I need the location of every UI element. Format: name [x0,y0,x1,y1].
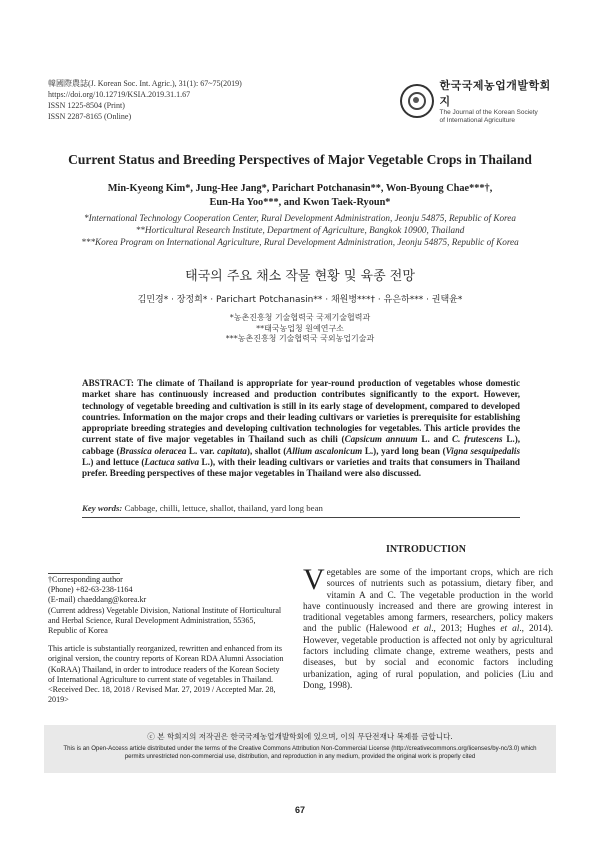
affiliations-en [0,212,600,248]
species-name: Vigna sesquipedalis [445,445,520,456]
species-name: Brassica oleracea [119,445,187,456]
abstract-divider [82,517,520,518]
abstract-text: L.), yard long bean ( [362,445,446,456]
affiliations-ko [0,313,600,345]
society-name-en-1: The Journal of the Korean Society [439,109,538,116]
abstract-text: L. var. [186,445,218,456]
affiliation-ko-3: ***농촌진흥청 기술협력국 국외농업기술과 [225,334,375,343]
keywords [82,503,520,513]
corresponding-author: †Corresponding author [48,575,123,584]
species-name: C. frutescens [452,434,503,445]
license-text [44,745,556,761]
intro-text-italic: et al [500,624,520,635]
paper-title: Current Status and Breeding Perspectives of Major Vegetable Crops in Thailand [68,152,532,167]
doi-link[interactable]: https://doi.org/10.12719/KSIA.2019.31.1.67 [48,90,191,99]
article-note: This article is substantially reorganized, rewritten and enhanced from its original version, the country reports of Korean RDA Alumni Association (KoRAA) Thailand, in order to introduce readers of the Korean Society of International Agriculture to current state of vegetables in Thailand. [48,644,284,684]
affiliation-3: ***Korea Program on International Agriculture, Rural Development Administration, Jeonju 54875, Republic of Korea [81,237,519,247]
intro-text-italic: et al [412,624,432,635]
author-list-ko: 김민경* · 장정희* · Parichart Potchanasin** · 채원병***† · 유은하*** · 권택윤* [137,295,463,305]
keywords-label: Key words: [82,503,123,513]
author-line-1: Min-Kyeong Kim*, Jung-Hee Jang*, Parichart Potchanasin**, Won-Byoung Chae***†, [107,183,493,194]
journal-header [48,78,242,122]
affiliation-1: *International Technology Cooperation Center, Rural Development Administration, Jeonju 54875, Republic of Korea [84,213,516,223]
affiliation-ko-1: *농촌진흥청 기술협력국 국제기술협력과 [229,313,371,322]
intro-text: ., 2014). However, vegetable production is affected not only by agricultural factors including climate change, extreme weathers, pests and diseases, but by social and economic factors including urbanization, aging of rural population, and policies (Liu and Dong, 1998). [303,624,554,691]
abstract-label: ABSTRACT: [82,378,134,388]
introduction-heading: INTRODUCTION [385,544,466,555]
affiliation-2: **Horticultural Research Institute, Department of Agriculture, Bangkok 10900, Thailand [135,225,465,235]
journal-citation: 韓國際農誌(J. Korean Soc. Int. Agric.), 31(1): 67~75(2019) [48,79,242,88]
author-line-2: Eun-Ha Yoo***, and Kwon Taek-Ryoun* [209,197,391,208]
page-number: 67 [294,805,305,815]
license-line-2: permits unrestricted non-commercial use, distribution, and reproduction in any medium, provided the original work is properly cited [124,753,476,760]
intro-text: egetables are some of the important crops, which are rich sources of nutrients such as potassium, dietary fiber, and vitamin A and C. The vegetable production in the world have continuously increased and there are growing interest in traditional vegetables among farmers, researchers, policy makers and the public (Halewood [303,568,553,635]
abstract-text: L. and [417,434,453,445]
drop-cap: V [303,563,325,596]
abstract-text: L.) and lettuce ( [82,457,145,468]
copyright-ko: ⓒ 본 학회지의 저작권은 한국국제농업개발학회에 있으며, 이의 무단전재나 복제를 금합니다. [147,732,453,741]
abstract-text: L.), cabbage ( [82,434,521,456]
keywords-text: Cabbage, chilli, lettuce, shallot, thailand, yard long bean [122,503,323,513]
species-name: capitata [217,445,247,456]
society-emblem-icon [400,84,434,118]
footnote-divider [48,573,120,574]
species-name: Lactuca sativa [144,457,199,468]
abstract-text: The climate of Thailand is appropriate for year-round production of vegetables whose domestic market share has continuously increased and production contributes significantly to the export. However, technology of vegetable breeding and cultivation is still in its early stage of development, compared to developed countries. Information on the major crops and their leading cultivars or varieties is prerequisite for establishing appropriate breeding strategies and developing cultivation technologies for vegetables. This article provides the current state of five major vegetables in Thailand such as chili ( [82,378,520,445]
author-list [0,182,600,210]
current-address: (Current address) Vegetable Division, National Institute of Horticultural and Herbal Science, Rural Development Administration, 55365, Republic of Korea [48,605,282,636]
article-dates: <Received Dec. 18, 2018 / Revised Mar. 27, 2019 / Accepted Mar. 28, 2019> [48,685,276,705]
society-name-ko: 한국국제농업개발학회지 [439,79,551,108]
license-line-1: This is an Open-Access article distributed under the terms of the Creative Commons Attribution Non-Commercial License (http://creativecommons.org/licenses/by-nc/3.0) which [63,745,537,752]
affiliation-ko-2: **태국농업청 원예연구소 [256,323,344,333]
species-name: Allium ascalonicum [286,445,363,456]
abstract [82,378,520,480]
footnotes [48,575,286,705]
license-box [44,725,556,773]
author-phone: (Phone) +82-63-238-1164 [48,585,133,595]
issn-print: ISSN 1225-8504 (Print) [48,101,125,110]
species-name: Capsicum annuum [344,434,418,445]
paper-title-ko: 태국의 주요 채소 작물 현황 및 육종 전망 [185,269,415,284]
abstract-text: L.), with their leading cultivars or varieties and traits that consumers in Thailand prefer. Breeding perspectives of these major vegetables in Thailand were also discussed. [82,457,520,479]
society-logo [400,79,560,124]
society-name-en-2: of International Agriculture [439,117,516,124]
abstract-text: ), shallot ( [246,445,287,456]
issn-online: ISSN 2287-8165 (Online) [48,112,132,121]
author-email[interactable]: (E-mail) chaeddang@korea.kr [48,595,147,605]
intro-text: ., 2013; Hughes [431,624,501,635]
introduction-body [303,563,554,692]
